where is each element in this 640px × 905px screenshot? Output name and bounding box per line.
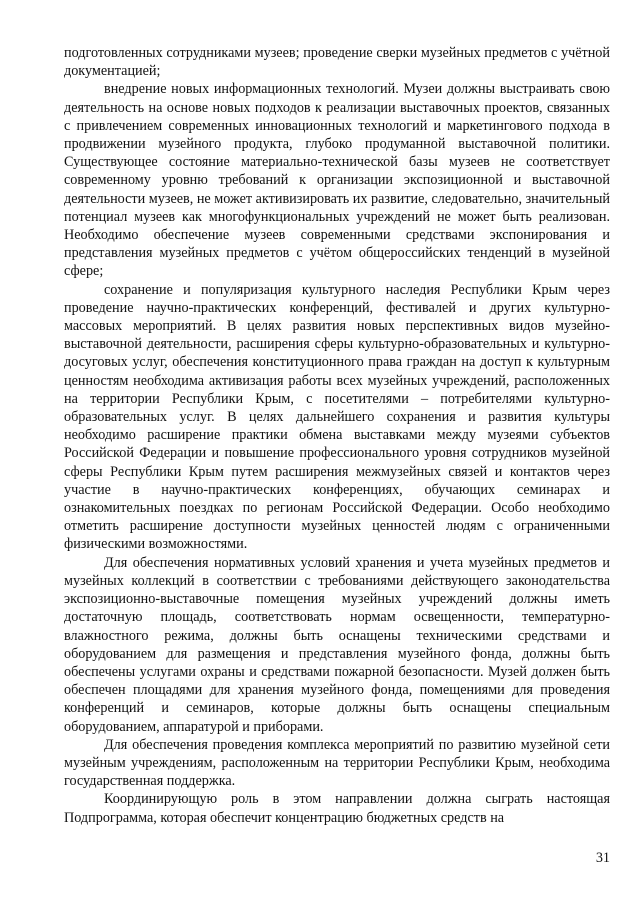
page-number: 31	[595, 850, 610, 866]
paragraph-state-support: Для обеспечения проведения комплекса мероприятий по развитию музейной сети музейным учреждениям, расположенным на территории Республики Крым, необходима государственная поддержка.	[64, 736, 610, 790]
paragraph-heritage-preservation: сохранение и популяризация культурного наследия Республики Крым через проведение научно-практических конференций, фестивалей и других культурно-массовых мероприятий. В целях развития новых перспективных видов музейно-выставочной деятельности, расширения сферы культурно-образовательных и культурно-досуговых услуг, обеспечения конституционного права граждан на доступ к культурным ценностям необходима активизация работы всех музейных учреждений, расположенных на территории Республики Крым, с посетителями – потребителями культурно-образовательных услуг. В целях дальнейшего сохранения и развития культуры необходимо расширение практики обмена выставками между музеями субъектов Российской Федерации и повышение профессионального уровня сотрудников музейной сферы Республики Крым путем расширения межмузейных связей и контактов через участие в научно-практических конференциях, обучающих семинарах и ознакомительных поездках по регионам Российской Федерации. Особо необходимо отметить расширение доступности музейных ценностей людям с ограниченными физическими возможностями.	[64, 281, 610, 553]
document-body	[64, 44, 610, 827]
paragraph-continuation: подготовленных сотрудниками музеев; проведение сверки музейных предметов с учётной документацией;	[64, 45, 610, 80]
paragraph-coordinating-role: Координирующую роль в этом направлении должна сыграть настоящая Подпрограмма, которая обеспечит концентрацию бюджетных средств на	[64, 791, 610, 826]
paragraph-storage-conditions: Для обеспечения нормативных условий хранения и учета музейных предметов и музейных коллекций в соответствии с требованиями действующего законодательства экспозиционно-выставочные помещения музейных учреждений должны иметь достаточную площадь, соответствовать нормам освещенности, температурно-влажностного режима, должны быть оснащены техническими средствами и оборудованием для размещения и представления музейного фонда, должны быть обеспечены услугами охраны и средствами пожарной безопасности. Музей должен быть обеспечен площадями для хранения музейного фонда, помещениями для проведения конференций и семинаров, которые должны быть оснащены специальным оборудованием, аппаратурой и приборами.	[64, 554, 610, 735]
paragraph-information-technologies: внедрение новых информационных технологий. Музеи должны выстраивать свою деятельность на основе новых подходов к реализации выставочных проектов, связанных с привлечением современных инновационных технологий и маркетингового подхода в продвижении музейного продукта, глубоко продуманной выставочной политики. Существующее состояние материально-технической базы музеев не соответствует современному уровню требований к организации экспозиционной и выставочной деятельности музеев, не может активизировать их развитие, следовательно, значительный потенциал музеев как многофункциональных учреждений не может быть реализован. Необходимо обеспечение музеев современными средствами экспонирования и представления музейных предметов с учётом общероссийских тенденций в музейной сфере;	[64, 81, 610, 280]
